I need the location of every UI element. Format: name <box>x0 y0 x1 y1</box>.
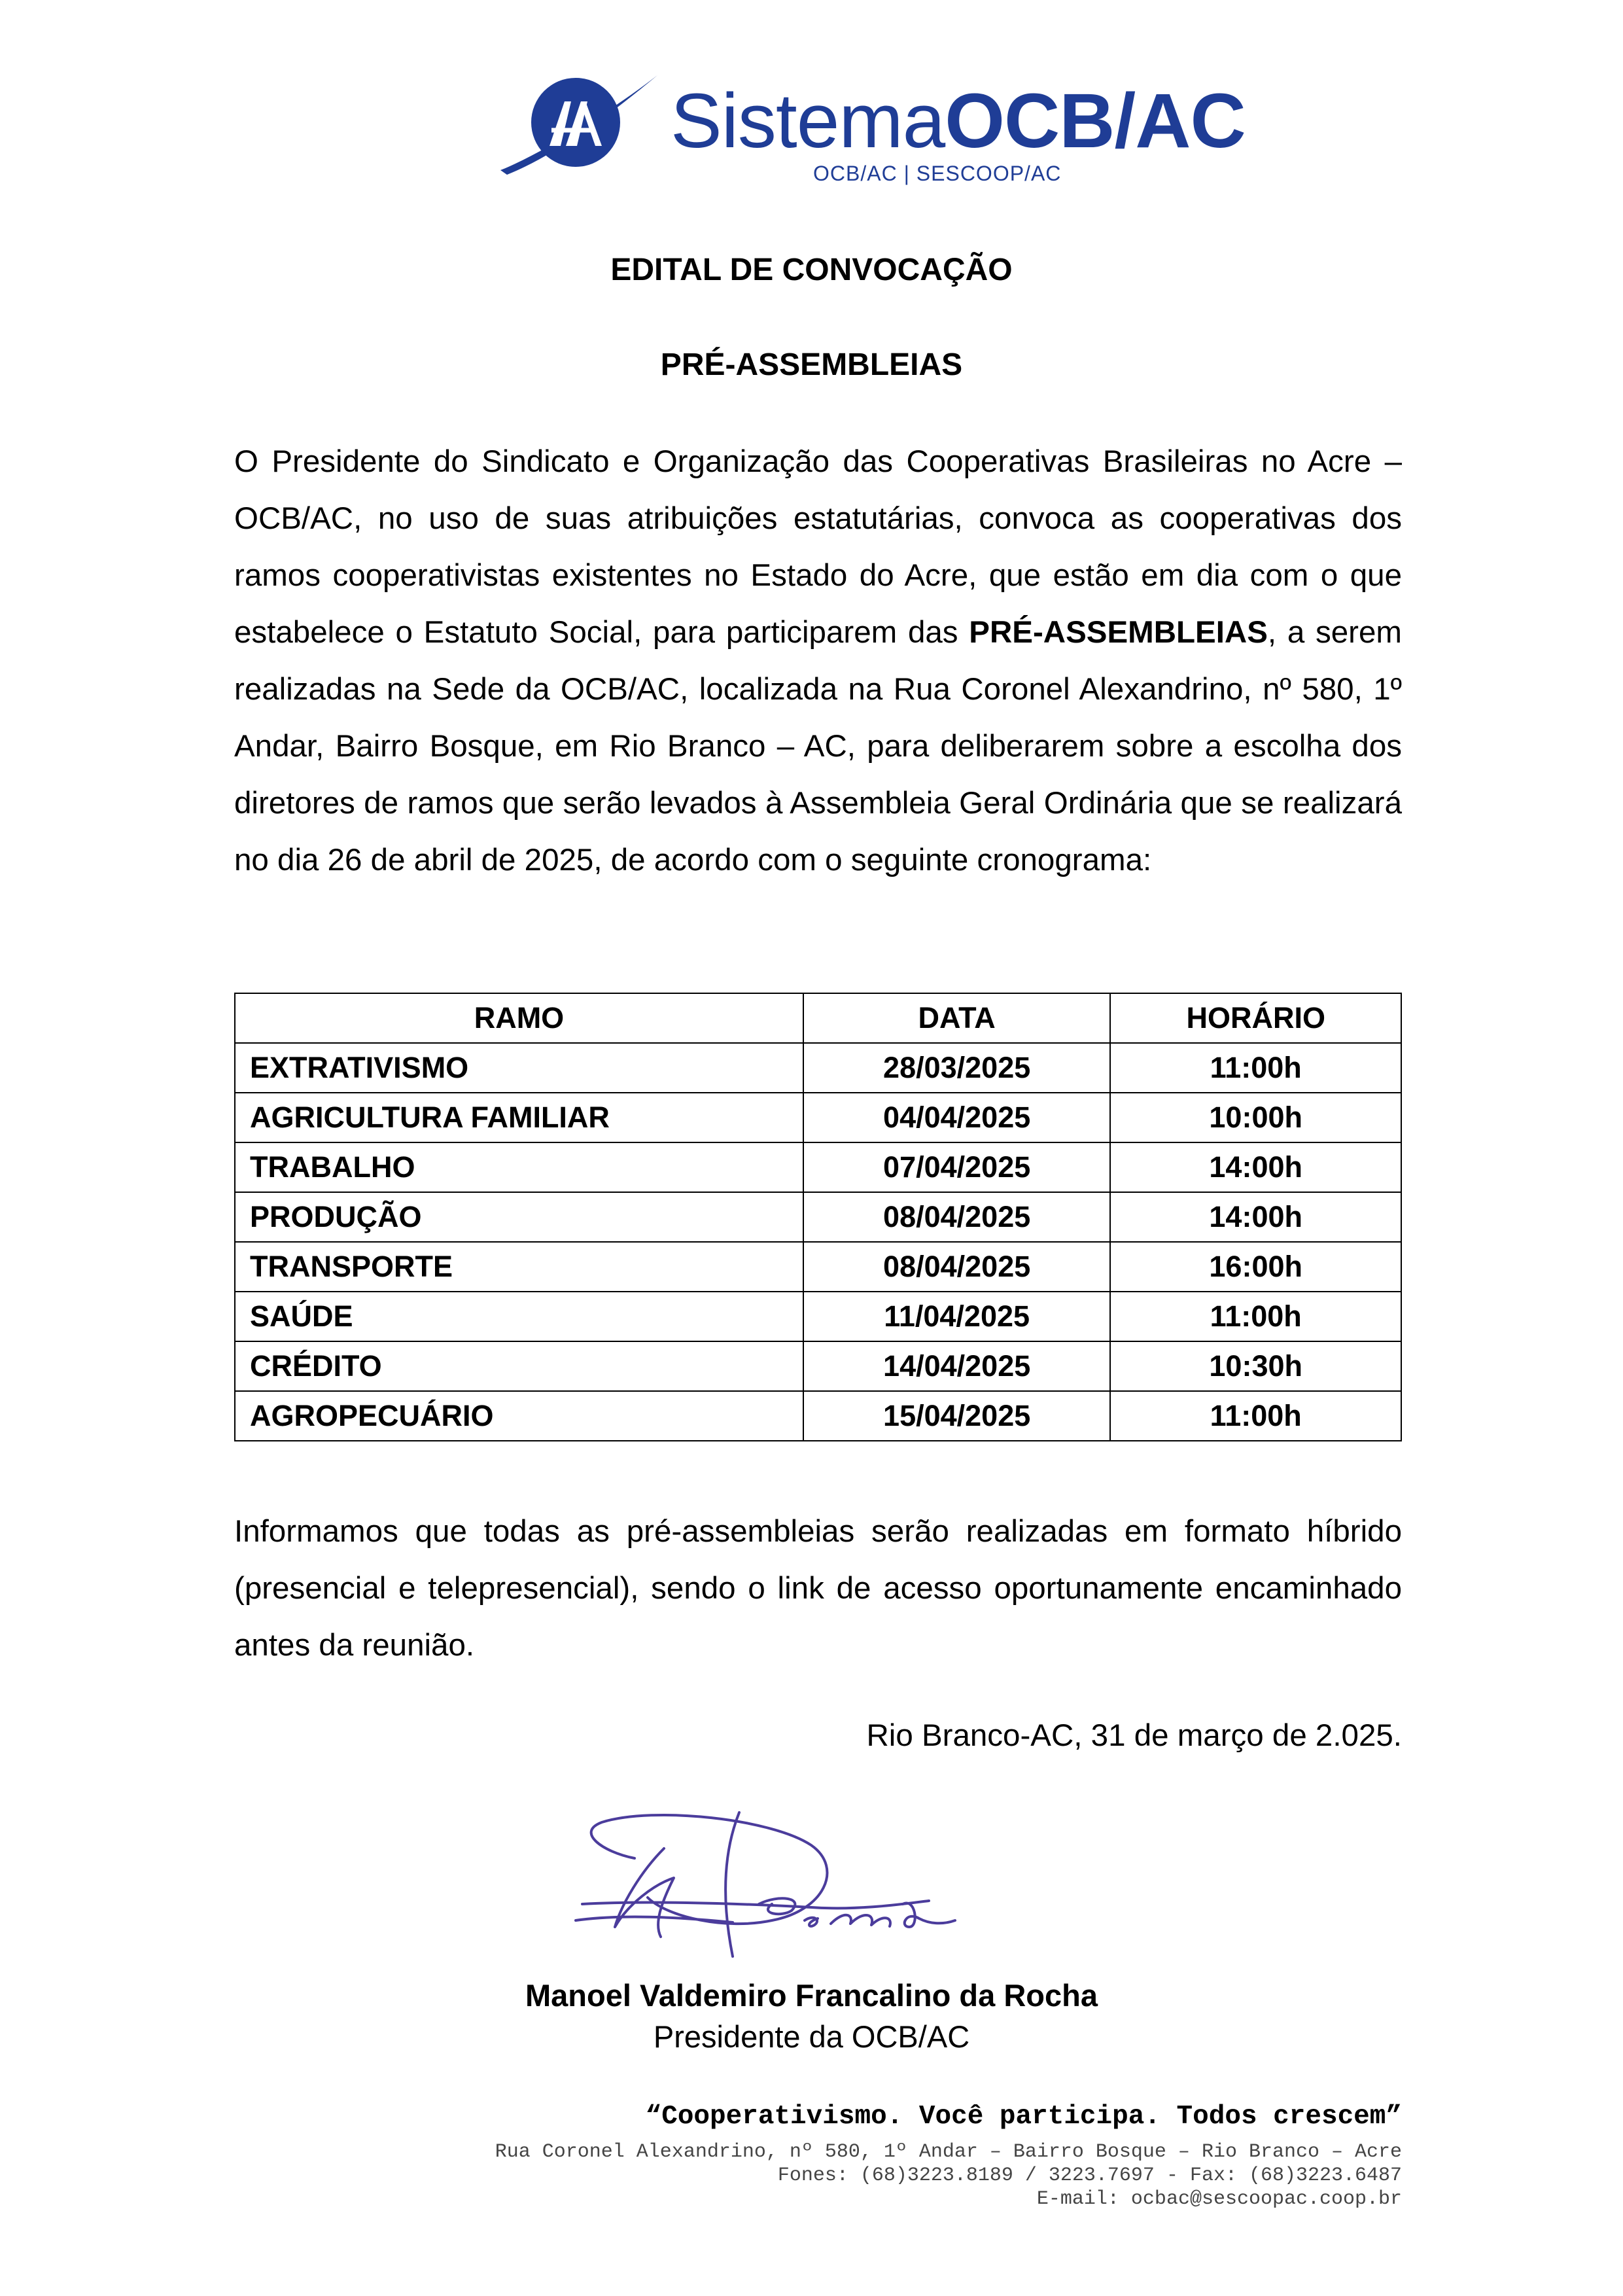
cell-ramo: AGRICULTURA FAMILIAR <box>235 1093 803 1142</box>
table-row <box>235 1341 1401 1391</box>
column-header-horario: HORÁRIO <box>1110 993 1401 1043</box>
intro-paragraph <box>234 433 1402 889</box>
footer-slogan: “Cooperativismo. Você participa. Todos crescem” <box>645 2102 1402 2132</box>
cell-ramo: TRABALHO <box>235 1142 803 1192</box>
cell-ramo: SAÚDE <box>235 1292 803 1341</box>
intro-text-part-1: O Presidente do Sindicato e Organização das Cooperativas Brasileiras no Acre – OCB/AC, no uso de suas atribuições estatutárias, convoca as cooperativas dos ramos cooperativistas existentes no Estado do Acre, que estão em dia com o que estabelece o Estatuto Social, para participarem das <box>234 444 1402 650</box>
table-row <box>235 1391 1401 1441</box>
cell-data: 08/04/2025 <box>803 1192 1111 1242</box>
logo-wordmark <box>671 77 1246 166</box>
cell-data: 04/04/2025 <box>803 1093 1111 1142</box>
cell-data: 07/04/2025 <box>803 1142 1111 1192</box>
logo-wordmark-bold: OCB/AC <box>945 78 1246 164</box>
cell-horario: 16:00h <box>1110 1242 1401 1292</box>
footer-email: E-mail: ocbac@sescoopac.coop.br <box>1036 2188 1402 2210</box>
signer-name: Manoel Valdemiro Francalino da Rocha <box>525 1978 1098 2013</box>
cell-ramo: TRANSPORTE <box>235 1242 803 1292</box>
signer-role: Presidente da OCB/AC <box>653 2019 970 2054</box>
schedule-header-row <box>235 993 1401 1043</box>
cell-horario: 11:00h <box>1110 1292 1401 1341</box>
intro-text-bold: PRÉ-ASSEMBLEIAS <box>969 615 1268 650</box>
closing-paragraph: Informamos que todas as pré-assembleias serão realizadas em formato híbrido (presencial e telepresencial), sendo o link de acesso oportunamente encaminhado antes da reunião. <box>234 1514 1402 1663</box>
table-row <box>235 1292 1401 1341</box>
cell-horario: 10:00h <box>1110 1093 1401 1142</box>
cell-data: 14/04/2025 <box>803 1341 1111 1391</box>
cell-ramo: AGROPECUÁRIO <box>235 1391 803 1441</box>
cell-ramo: CRÉDITO <box>235 1341 803 1391</box>
dateline: Rio Branco-AC, 31 de março de 2.025. <box>866 1718 1402 1753</box>
logo-wordmark-regular: Sistema <box>671 78 945 164</box>
cell-data: 15/04/2025 <box>803 1391 1111 1441</box>
schedule-table <box>234 993 1402 1441</box>
cell-horario: 14:00h <box>1110 1192 1401 1242</box>
table-row <box>235 1142 1401 1192</box>
column-header-data: DATA <box>803 993 1111 1043</box>
handwritten-signature-icon <box>563 1806 1073 1976</box>
cell-horario: 11:00h <box>1110 1043 1401 1093</box>
document-title: EDITAL DE CONVOCAÇÃO <box>610 253 1013 287</box>
table-row <box>235 1192 1401 1242</box>
table-row <box>235 1242 1401 1292</box>
logo-subtitle: OCB/AC | SESCOOP/AC <box>813 162 1062 185</box>
table-row <box>235 1093 1401 1142</box>
cell-data: 11/04/2025 <box>803 1292 1111 1341</box>
cell-horario: 10:30h <box>1110 1341 1401 1391</box>
cell-ramo: PRODUÇÃO <box>235 1192 803 1242</box>
footer-phones: Fones: (68)3223.8189 / 3223.7697 - Fax: (68)3223.6487 <box>777 2164 1402 2187</box>
cell-horario: 14:00h <box>1110 1142 1401 1192</box>
table-row <box>235 1043 1401 1093</box>
intro-text-part-2: , a serem realizadas na Sede da OCB/AC, localizada na Rua Coronel Alexandrino, nº 580, 1º Andar, Bairro Bosque, em Rio Branco – AC, para deliberarem sobre a escolha dos diretores de ramos que serão levados à Assembleia Geral Ordinária que se realizará no dia 26 de abril de 2025, de acordo com o seguinte cronograma: <box>234 615 1402 877</box>
cell-horario: 11:00h <box>1110 1391 1401 1441</box>
cell-data: 08/04/2025 <box>803 1242 1111 1292</box>
column-header-ramo: RAMO <box>235 993 803 1043</box>
cell-ramo: EXTRATIVISMO <box>235 1043 803 1093</box>
document-subtitle: PRÉ-ASSEMBLEIAS <box>660 347 963 382</box>
footer-address: Rua Coronel Alexandrino, nº 580, 1º Andar – Bairro Bosque – Rio Branco – Acre <box>495 2141 1402 2163</box>
ocb-logo-mark-icon <box>487 62 664 186</box>
cell-data: 28/03/2025 <box>803 1043 1111 1093</box>
sistema-ocb-logo <box>487 62 1246 193</box>
